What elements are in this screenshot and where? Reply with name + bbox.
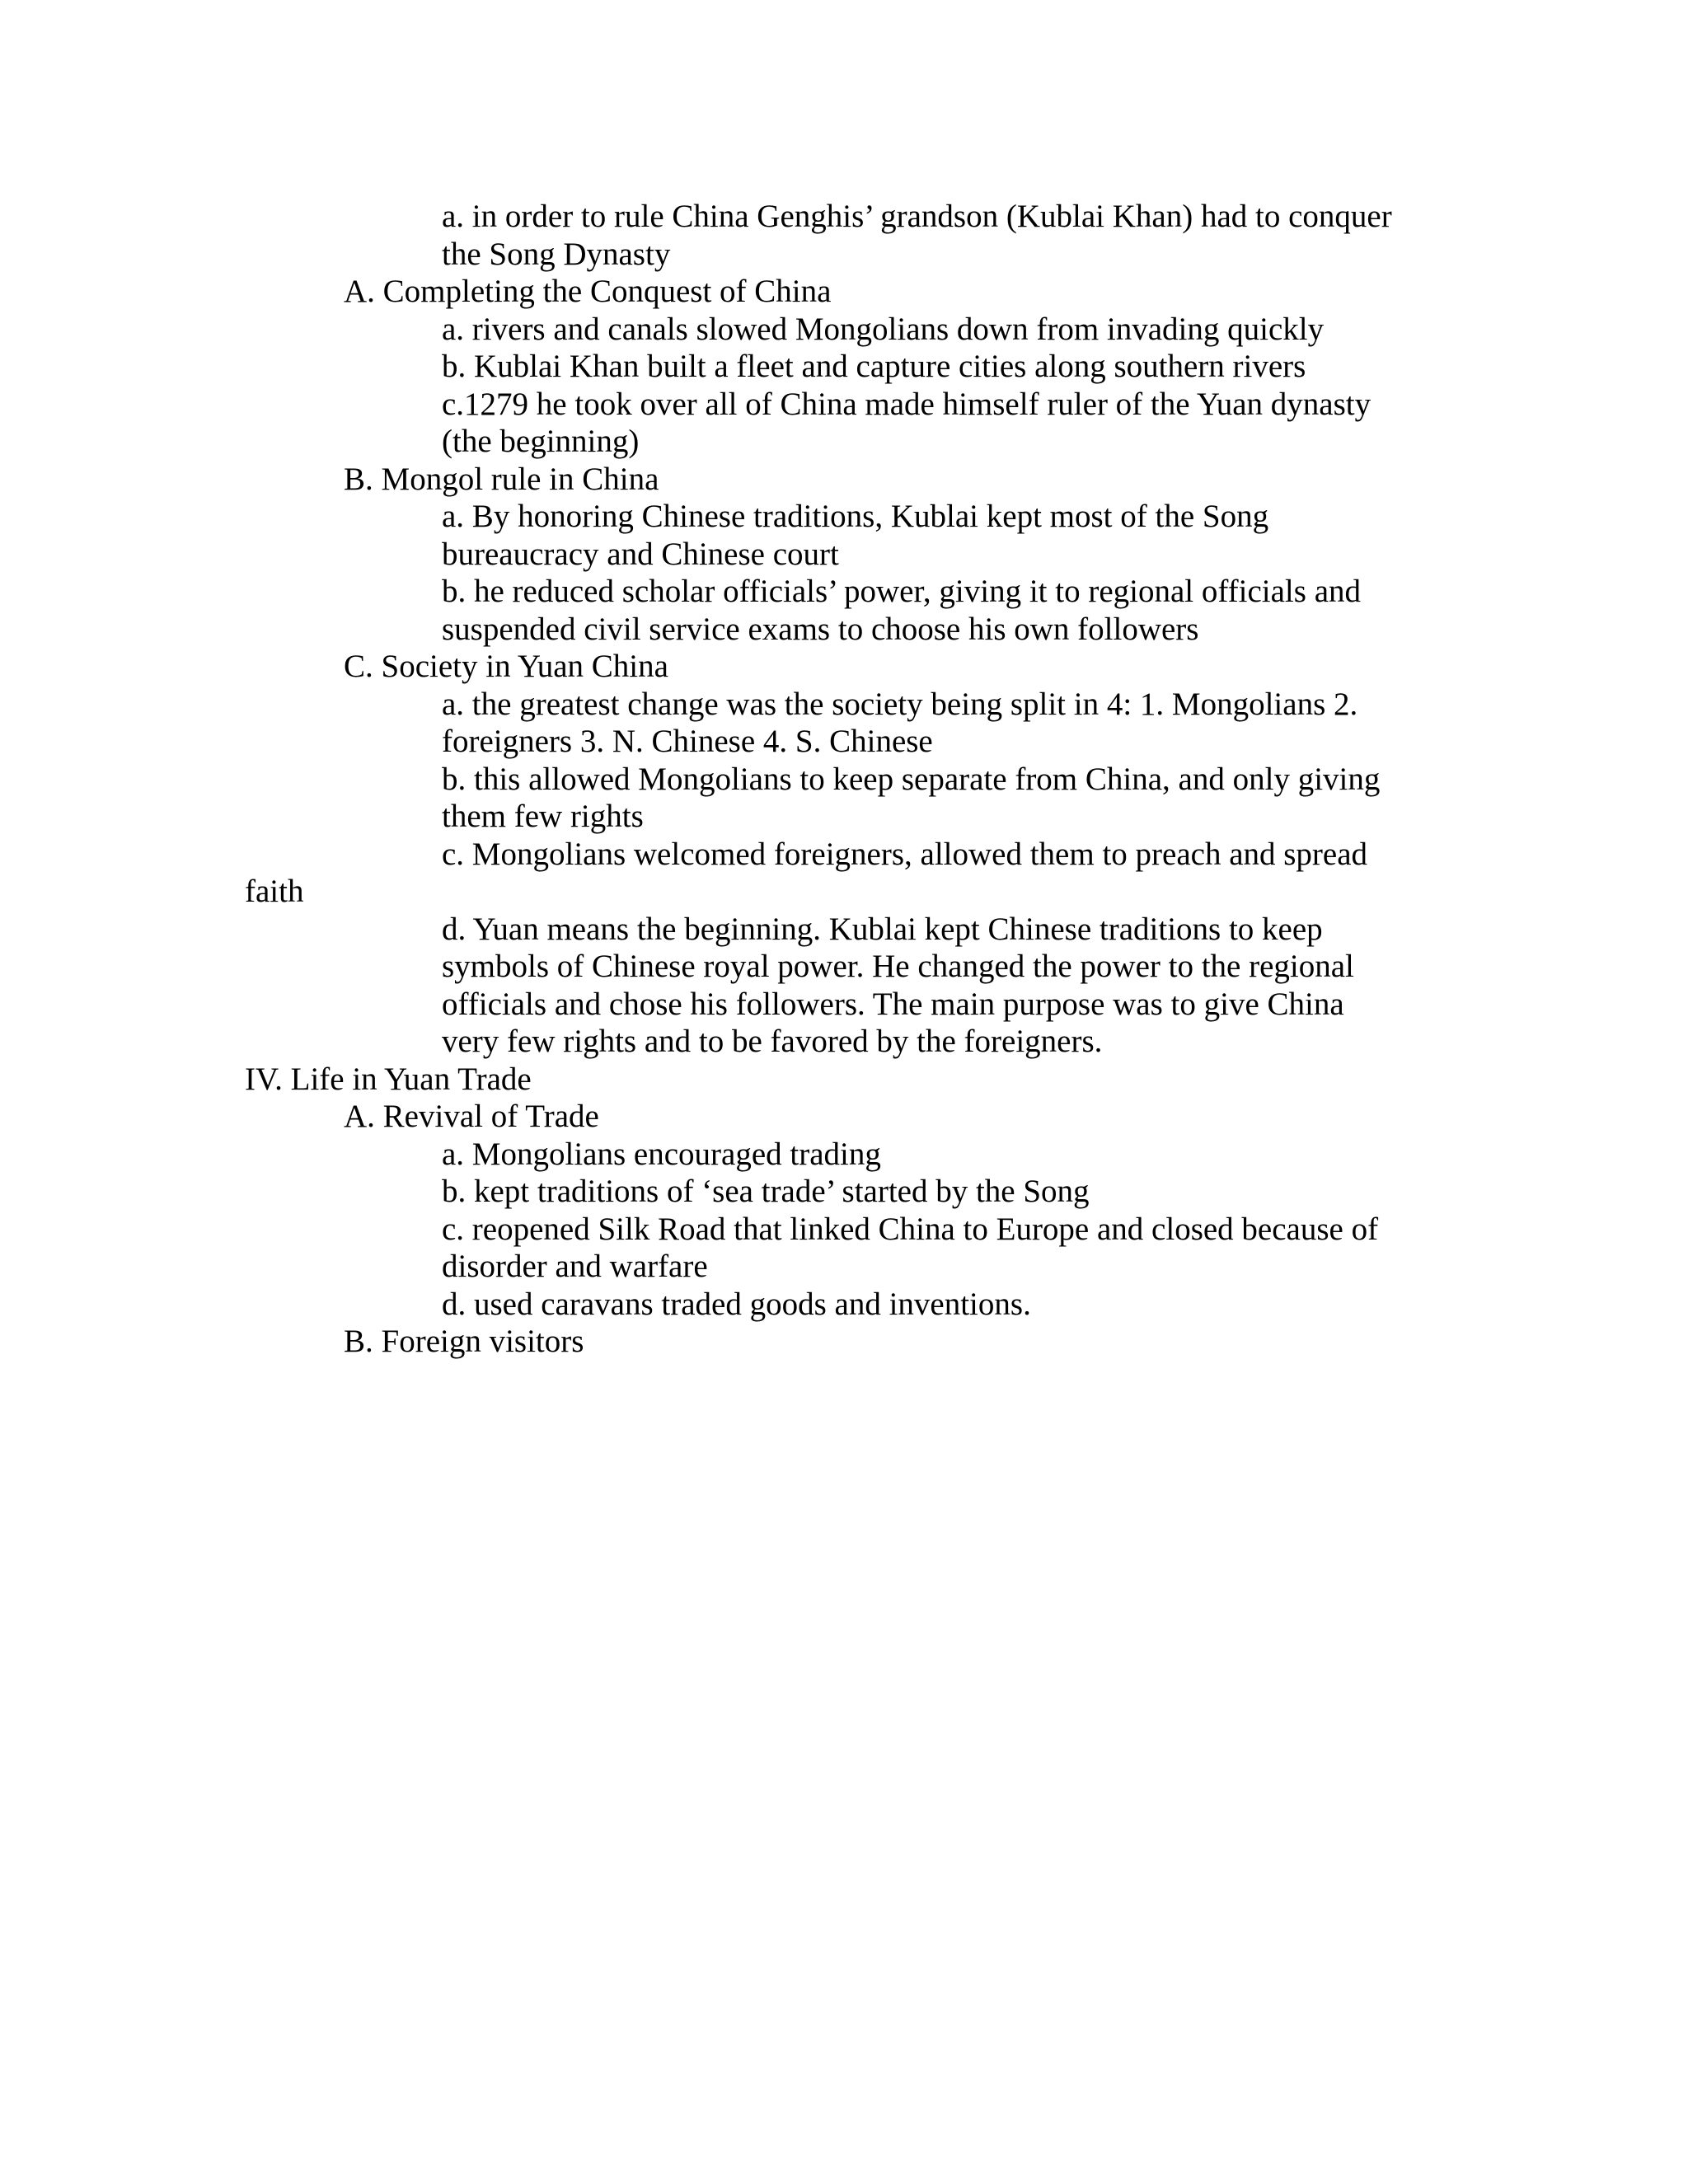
outline-line: b. Kublai Khan built a fleet and capture cities along southern rivers — [442, 349, 1306, 384]
outline-section-heading: IV. Life in Yuan Trade — [245, 1062, 532, 1097]
outline-heading: A. Completing the Conquest of China — [344, 274, 832, 309]
outline-heading: C. Society in Yuan China — [344, 649, 668, 684]
outline-line: suspended civil service exams to choose his own followers — [442, 612, 1199, 647]
outline-line: foreigners 3. N. Chinese 4. S. Chinese — [442, 724, 933, 759]
outline-line: symbols of Chinese royal power. He changed the power to the regional — [442, 949, 1354, 984]
outline-line: c.1279 he took over all of China made himself ruler of the Yuan dynasty — [442, 387, 1372, 422]
outline-line: (the beginning) — [442, 424, 640, 459]
outline-line: bureaucracy and Chinese court — [442, 537, 839, 572]
outline-line: disorder and warfare — [442, 1249, 708, 1284]
outline-line: the Song Dynasty — [442, 237, 671, 272]
outline-heading: B. Foreign visitors — [344, 1324, 584, 1359]
outline-heading: B. Mongol rule in China — [344, 462, 659, 497]
outline-line: a. Mongolians encouraged trading — [442, 1137, 881, 1172]
outline-line: officials and chose his followers. The main purpose was to give China — [442, 987, 1344, 1022]
outline-line: c. reopened Silk Road that linked China to Europe and closed because of — [442, 1212, 1379, 1247]
outline-line: a. By honoring Chinese traditions, Kublai kept most of the Song — [442, 499, 1269, 534]
outline-line: b. he reduced scholar officials’ power, giving it to regional officials and — [442, 574, 1362, 609]
outline-line: them few rights — [442, 799, 644, 834]
outline-line: b. kept traditions of ‘sea trade’ started by the Song — [442, 1174, 1090, 1209]
outline-line: d. used caravans traded goods and inventions. — [442, 1286, 1031, 1322]
outline-line: a. in order to rule China Genghis’ grandson (Kublai Khan) had to conquer — [442, 199, 1392, 234]
outline-line: d. Yuan means the beginning. Kublai kept Chinese traditions to keep — [442, 912, 1323, 947]
outline-line: a. the greatest change was the society being split in 4: 1. Mongolians 2. — [442, 687, 1358, 722]
outline-line: very few rights and to be favored by the foreigners. — [442, 1024, 1103, 1059]
outline-line: b. this allowed Mongolians to keep separate from China, and only giving — [442, 762, 1381, 797]
outline-heading: A. Revival of Trade — [344, 1099, 599, 1134]
outline-line: faith — [245, 874, 304, 909]
outline-line: a. rivers and canals slowed Mongolians down from invading quickly — [442, 312, 1325, 347]
outline-line: c. Mongolians welcomed foreigners, allowed them to preach and spread — [442, 837, 1368, 872]
